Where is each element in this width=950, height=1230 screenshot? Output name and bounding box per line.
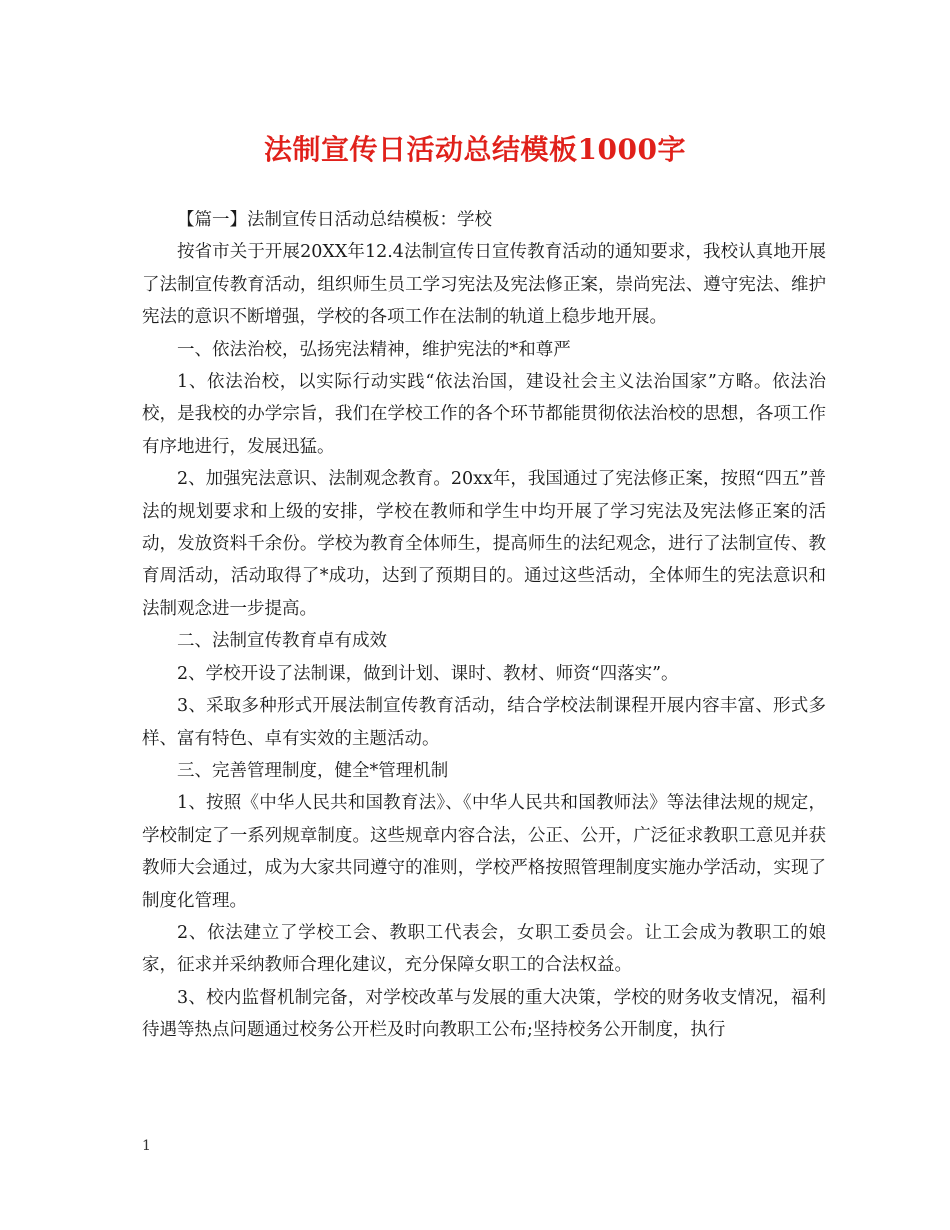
intro-paragraph: 按省市关于开展20XX年12.4法制宣传日宣传教育活动的通知要求，我校认真地开展了法制宣传教育活动，组织师生员工学习宪法及宪法修正案，崇尚宪法、遵守宪法、维护宪法的意识不断增强，学校的各项工作在法制的轨道上稳步地开展。 — [142, 242, 826, 328]
document-title: 法制宣传日活动总结模板1000字 — [264, 133, 686, 166]
paragraph-3-1: 1、按照《中华人民共和国教育法》、《中华人民共和国教师法》等法律法规的规定，学校制定了一系列规章制度。这些规章内容合法，公正、公开，广泛征求教职工意见并获教师大会通过，成为大家共同遵守的准则，学校严格按照管理制度实施办学活动，实现了制度化管理。 — [142, 793, 826, 911]
paragraph-2-2: 2、学校开设了法制课，做到计划、课时、教材、师资“四落实”。 — [177, 663, 679, 684]
section-heading-2: 二、法制宣传教育卓有成效 — [177, 631, 387, 652]
paragraph-3-2: 2、依法建立了学校工会、教职工代表会，女职工委员会。让工会成为教职工的娘家，征求并采纳教师合理化建议，充分保障女职工的合法权益。 — [142, 922, 826, 976]
document-body — [142, 204, 826, 1047]
section-heading-3: 三、完善管理制度，健全*管理机制 — [177, 760, 449, 781]
section-heading-part-one: 【篇一】法制宣传日活动总结模板：学校 — [177, 210, 492, 230]
section-heading-1: 一、依法治校，弘扬宪法精神，维护宪法的*和尊严 — [177, 339, 571, 360]
page-number: 1 — [142, 1138, 151, 1154]
paragraph-3-3: 3、校内监督机制完备，对学校改革与发展的重大决策，学校的财务收支情况，福利待遇等热点问题通过校务公开栏及时向教职工公布;坚持校务公开制度，执行 — [142, 987, 826, 1041]
paragraph-1-2: 2、加强宪法意识、法制观念教育。20xx年，我国通过了宪法修正案，按照“四五”普法的规划要求和上级的安排，学校在教师和学生中均开展了学习宪法及宪法修正案的活动，发放资料千余份。学校为教育全体师生，提高师生的法纪观念，进行了法制宣传、教育周活动，活动取得了*成功，达到了预期目的。通过这些活动，全体师生的宪法意识和法制观念进一步提高。 — [142, 469, 826, 619]
paragraph-1-1: 1、依法治校，以实际行动实践“依法治国，建设社会主义法治国家”方略。依法治校，是我校的办学宗旨，我们在学校工作的各个环节都能贯彻依法治校的思想，各项工作有序地进行，发展迅猛。 — [142, 372, 826, 457]
paragraph-2-3: 3、采取多种形式开展法制宣传教育活动，结合学校法制课程开展内容丰富、形式多样、富有特色、卓有实效的主题活动。 — [142, 696, 826, 749]
